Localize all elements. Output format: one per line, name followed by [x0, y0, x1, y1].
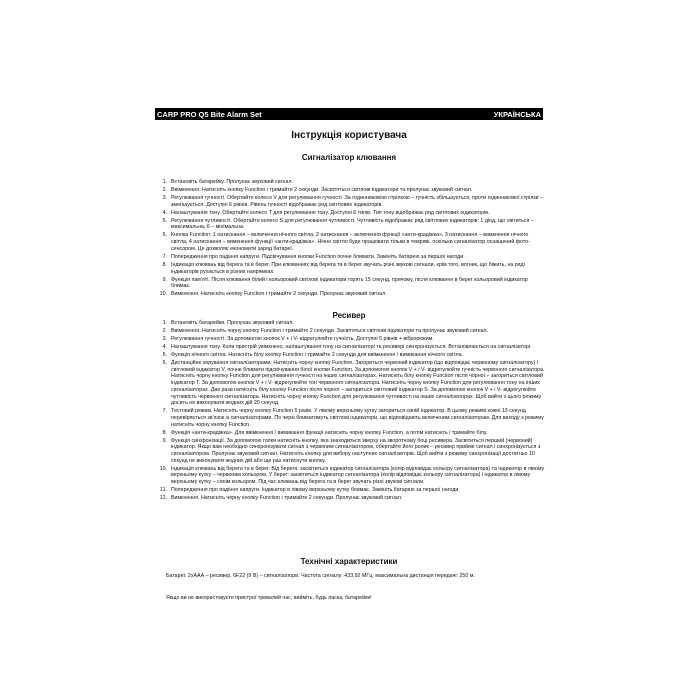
- list-item-number: 4.: [162, 209, 167, 216]
- list-item: [155, 408, 545, 428]
- specs-text: Батареї: 2хААА – ресивер, 6F22 (9 В) – сигналізатори. Частота сигналу: 433.92 МГц; максимальна дистанція передачі: 250 м.: [166, 573, 475, 579]
- list-item-number: 9.: [162, 437, 167, 444]
- list-item: [155, 328, 545, 335]
- list-item: [155, 466, 545, 486]
- list-item-text: Функція синхронізації. За допомогою голки натисніть кнопку, яка знаходиться зверху на зворотному боці ресивера. Засвітиться перший (червоний) індикатор. Якщо вам необхідно синхронізувати сигнал з червоним сигналізатором, обертайте його ролик – ресивер прийме сигнал і синхронізується з сигналізатором. Пролунає звуковий сигнал. Натисніть кнопку для вибору наступних сигналізаторів. Щоб вийти з режиму синхронізації достатньо 10 секунд не виконувати жодних дій або ще раз натиснути кнопку.: [171, 437, 541, 464]
- list-item-number: 4.: [162, 344, 167, 350]
- list-item-number: 3.: [162, 336, 167, 342]
- list-item-number: 2.: [162, 328, 167, 334]
- list-item-number: 12.: [159, 495, 167, 502]
- list-item-number: 6.: [162, 360, 167, 366]
- list-item: [155, 254, 545, 261]
- list-item-text: Регулювання гучності. Обертайте колесо V для регулювання гучності. За годинниковою стрілкою – гучність збільшується, проти годинникової стрілки – зменшується. Доступні 6 рівнів. Рівень гучності відображає ряд світлових індикаторів.: [171, 195, 544, 208]
- list-item: [155, 218, 545, 231]
- list-item: [155, 336, 545, 343]
- list-item-number: 10.: [159, 465, 167, 472]
- list-item: [155, 438, 545, 465]
- list-item-number: 1.: [162, 179, 167, 185]
- list-item-number: 5.: [162, 352, 167, 358]
- footer-note: Якщо ви не використовуєте пристрої тривалий час, вийміть, будь ласка, батарейки!: [166, 595, 372, 601]
- list-item-text: Налаштування тону. Обертайте колесо T для регулювання тону. Доступні 6 типів. Тип тону відображає ряд світлових індикаторів.: [171, 209, 490, 216]
- list-item-text: Налаштування тону. Коли пристрій увімкнено, налаштування тону на сигналізаторі та ресивері синхронізується. Встановлюється на сигналізаторі.: [171, 344, 532, 350]
- list-item-text: Кнопка Function: 1 натискання – включення нічного світла, 2 натискання – включення функції «анти-крадіжка», 3 натискання – вимкнення нічного світла, 4 натискання – вимкнення функції «анти-крадіжка». Нічне світло буде працювати тільки в темряві, оскільки сигналізатор оснащений фото-сенсором. Це дозволяє економити заряд батареї.: [171, 232, 531, 252]
- list-item-text: Індикація клювань від берега та в берег. При клюваннях від берега та в берег звучать різні звукові сигнали, крім того, вогник, що біжить, на ряді індикаторів рухається в різних напрямках.: [171, 261, 525, 275]
- alarm-instructions-list: [155, 179, 545, 299]
- list-item-text: Ввімкнення. Натисніть чорну кнопку Function і тримайте 2 секунди. Засвітяться світлові індикатори та пролунає звуковий сигнал.: [171, 328, 489, 334]
- list-item-number: 7.: [162, 408, 167, 415]
- list-item: [155, 320, 545, 327]
- list-item-text: Функція «анти-крадіжка». Для ввімкнення / вимикання функції натисніть чорну кнопку Function, а потім натисніть і тримайте білу.: [171, 429, 488, 436]
- list-item: [155, 187, 545, 194]
- list-item-text: Регулювання чутливості. Обертайте колесо S для регулювання чутливості. Чутливість відображає ряд світлових індикаторів: 1 діод, що світиться – максимальна, 6 – мінімальна.: [171, 217, 534, 231]
- list-item-text: Вимкнення. Натисніть кнопку Function і тримайте 2 секунди. Пролунає звуковий сигнал.: [171, 291, 387, 298]
- list-item: [155, 179, 545, 186]
- list-item: [155, 360, 545, 407]
- list-item-number: 3.: [162, 195, 167, 201]
- list-item: [155, 262, 545, 275]
- receiver-heading: Ресивер: [332, 311, 366, 320]
- list-item-text: Попередження про падіння напруги. Індикатор в лівому верхньому кутку блимає. Замініть батарею за першої нагоди.: [171, 487, 460, 494]
- product-name: CARP PRO Q5 Bite Alarm Set: [157, 109, 262, 119]
- list-item-text: Встановіть батарейки. Пролунає звуковий сигнал.: [171, 320, 294, 326]
- receiver-instructions-list: [155, 320, 545, 503]
- list-item-number: 8.: [162, 261, 167, 268]
- list-item-text: Ввімкнення. Натисніть кнопку Function і тримайте 2 секунди. Засвітяться світлові індикатори та пролунає звуковий сигнал.: [171, 187, 473, 193]
- list-item-text: Регулювання гучності. За допомогою кнопок V + і V- відрегулюйте гучність. Доступні 5 рівнів + віброрежим.: [171, 336, 434, 342]
- list-item: [155, 344, 545, 351]
- list-item: [155, 232, 545, 252]
- header-bar: [155, 108, 543, 120]
- list-item: [155, 352, 545, 359]
- alarm-heading: Сигналізатор клювання: [301, 153, 397, 162]
- list-item: [155, 430, 545, 437]
- list-item-text: Тестовий режим. Натисніть чорну кнопку Function 5 разів. У лівому верхньому кутку загориться синій індикатор. В цьому режимі кожні 13 секунд перевіряється зв'язок із сигналізаторами. По черзі блиматимуть світлові індикатори, що відповідають включеним сигналізаторам. Для виходу з режиму натисніть чорну кнопку Function.: [171, 408, 544, 428]
- list-item-number: 6.: [162, 232, 167, 239]
- list-item: [155, 487, 545, 494]
- list-item-number: 7.: [162, 253, 167, 260]
- list-item-text: Встановіть батарейку. Пролунає звуковий сигнал.: [171, 179, 293, 185]
- list-item-number: 5.: [162, 217, 167, 224]
- list-item-text: Вимкнення. Натисніть чорну кнопку Function і тримайте 2 секунди. Пролунає звуковий сигнал.: [171, 495, 403, 502]
- list-item-number: 1.: [162, 320, 167, 326]
- language-label: УКРАЇНСЬКА: [493, 109, 541, 119]
- list-item-text: Функція пам'яті. Після клювання білий і кольоровий світлові індикатори горять 15 секунд, причому, після клювання в берег кольоровий індикатор блимає.: [171, 276, 528, 290]
- list-item: [155, 291, 545, 298]
- list-item-text: Дистанційне керування сигналізаторами. Натисніть чорну кнопку Function. Загориться червоний індикатор (що відповідає червоному сигналізатору) і світловий індикатор V, почне блимати підсвічування білої кнопки Function. За допомогою кнопок V + і V- відрегулюйте гучність червоного сигналізатора. Натисніть чорну кнопку Function для регулювання гучності на інших сигналізаторах. Натисніть білу кнопку Function після чорної – загориться світловий індикатор T. За допомогою кнопок V + і V- відрегулюйте тон червоного сигналізатора. Натисніть чорну кнопку Function для регулювання тону на інших сигналізаторах. Два рази натисніть білу кнопку Function після чорної – загориться світловий індикатор S. За допомогою кнопок V + і V- відрегулюйте чутливість червоного сигналізатора. Натисніть чорну кнопку Function для регулювання чутливості на інших сигналізаторах. Щоб вийти з цього режиму досить не виконувати жодних дій 20 секунд.: [171, 360, 545, 407]
- list-item-number: 9.: [162, 276, 167, 283]
- list-item-number: 11.: [160, 487, 167, 494]
- list-item: [155, 277, 545, 290]
- list-item-text: Індикація клювань від берега та в берег. Від берега: засвітиться індикатор сигналізатора (колір відповідає кольору сигналізатора) та індикатор в лівому верхньому кутку – червоним кольором. У берег: засвітиться індикатор сигналізатора (колір відповідає кольору сигналізатора) і індикатор в лівому верхньому кутку – синім кольором. Під час клювань від берега та в берег звучать різні звукові сигнали.: [171, 465, 545, 486]
- list-item: [155, 195, 545, 208]
- list-item: [155, 210, 545, 217]
- list-item-text: Попередження про падіння напруги. Підсвічування кнопки Function почне блимати. Замініть батарею за першої нагоди.: [171, 253, 465, 260]
- list-item-number: 8.: [162, 429, 167, 436]
- list-item-number: 10.: [159, 291, 167, 298]
- list-item: [155, 495, 545, 502]
- list-item-text: Функція нічного світла. Натисніть білу кнопку Function і тримайте 2 секунди для ввімкнення / вимикання нічного світла.: [171, 352, 464, 358]
- specs-heading: Технічні характеристики: [300, 557, 398, 566]
- list-item-number: 2.: [162, 187, 167, 193]
- page-title: Інструкція користувача: [291, 130, 407, 141]
